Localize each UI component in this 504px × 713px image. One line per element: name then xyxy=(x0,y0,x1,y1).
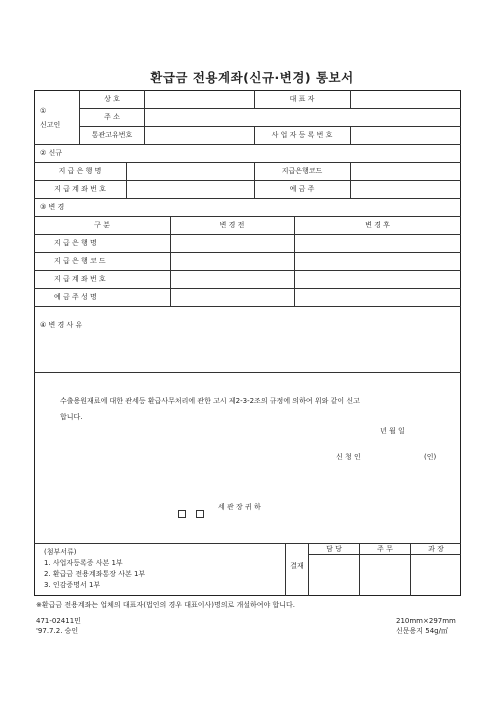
customs-office-addressee: 세 관 장 귀 하 xyxy=(218,503,261,511)
footnote: ※환급금 전용계좌는 업체의 대표자(법인의 경우 대표이사)명의로 개설하여야 합니다. xyxy=(36,601,296,609)
sec2-label: ② 신규 xyxy=(40,149,63,157)
form-title: 환급금 전용계좌(신규·변경) 통보서 xyxy=(150,70,354,85)
sec1-number: ① xyxy=(40,107,47,115)
date-line: 년 월 일 xyxy=(380,427,405,435)
approval-sign-officer[interactable] xyxy=(361,556,409,594)
change-row-label: 지 급 은 행 명 xyxy=(54,239,97,247)
new-account-field[interactable] xyxy=(128,182,252,197)
paper-size: 210mm×297mm xyxy=(396,617,456,625)
attachment-item: 3. 인감증명서 1부 xyxy=(44,581,101,589)
change-after-fields[interactable] xyxy=(296,236,459,304)
new-bank-name-field[interactable] xyxy=(128,164,252,179)
form-number: 471-02411민 xyxy=(36,617,81,625)
office-checkbox-2[interactable] xyxy=(196,503,204,522)
representative-label: 대 표 자 xyxy=(289,95,315,103)
representative-field[interactable] xyxy=(352,92,459,107)
customs-id-label: 통관고유번호 xyxy=(91,131,133,139)
attachment-item: 1. 사업자등록증 사본 1부 xyxy=(44,559,123,567)
attachments-title: (첨부서류) xyxy=(44,548,77,556)
address-label: 주 소 xyxy=(104,113,120,121)
approval-header-officer: 주 무 xyxy=(377,545,393,553)
change-row-label: 예 금 주 성 명 xyxy=(54,293,97,301)
sec4-label: ④ 변 경 사 유 xyxy=(40,321,83,329)
change-header-before: 변 경 전 xyxy=(219,221,245,229)
approval-header-staff: 담 당 xyxy=(326,545,342,553)
new-bank-name-label: 지 급 은 행 명 xyxy=(58,167,102,175)
sec3-label: ③ 변 경 xyxy=(40,203,65,211)
change-reason-field[interactable] xyxy=(40,336,458,366)
approval-label: 결재 xyxy=(290,562,304,570)
change-row-label: 지 급 은 행 코 드 xyxy=(54,257,106,265)
applicant-label: 신 청 인 xyxy=(336,453,361,461)
new-bank-code-label: 지급은행코드 xyxy=(281,167,323,175)
change-before-fields[interactable] xyxy=(172,236,292,304)
approval-header-chief: 과 장 xyxy=(428,545,444,553)
attachment-item: 2. 환급금 전용계좌통장 사본 1부 xyxy=(44,570,146,578)
approval-date: '97.7.2. 승인 xyxy=(36,627,79,635)
seal-mark: (인) xyxy=(424,453,437,461)
address-field[interactable] xyxy=(146,110,459,125)
change-header-after: 변 경 후 xyxy=(365,221,390,229)
trade-name-label: 상 호 xyxy=(104,95,120,103)
approval-sign-chief[interactable] xyxy=(412,556,460,594)
new-holder-field[interactable] xyxy=(352,182,459,197)
new-holder-label: 예 금 주 xyxy=(289,185,315,193)
statement-line2: 합니다. xyxy=(60,413,83,421)
business-reg-label: 사 업 자 등 록 번 호 xyxy=(271,131,333,139)
change-header-category: 구 분 xyxy=(94,221,110,229)
sec1-label: 신고인 xyxy=(40,121,61,129)
statement-line1: 수출용원재료에 대한 관세등 환급사무처리에 관한 고시 제2-3-2조의 규정에 의하여 위와 같이 신고 xyxy=(60,397,360,405)
paper-type: 신문용지 54g/㎡ xyxy=(396,627,448,635)
business-reg-field[interactable] xyxy=(352,128,459,143)
trade-name-field[interactable] xyxy=(146,92,252,107)
office-checkbox-1[interactable] xyxy=(178,503,186,522)
new-bank-code-field[interactable] xyxy=(352,164,459,179)
new-account-label: 지 급 계 좌 번 호 xyxy=(54,185,106,193)
change-row-label: 지 급 계 좌 번 호 xyxy=(54,275,106,283)
customs-id-field[interactable] xyxy=(146,128,252,143)
approval-sign-staff[interactable] xyxy=(310,556,358,594)
